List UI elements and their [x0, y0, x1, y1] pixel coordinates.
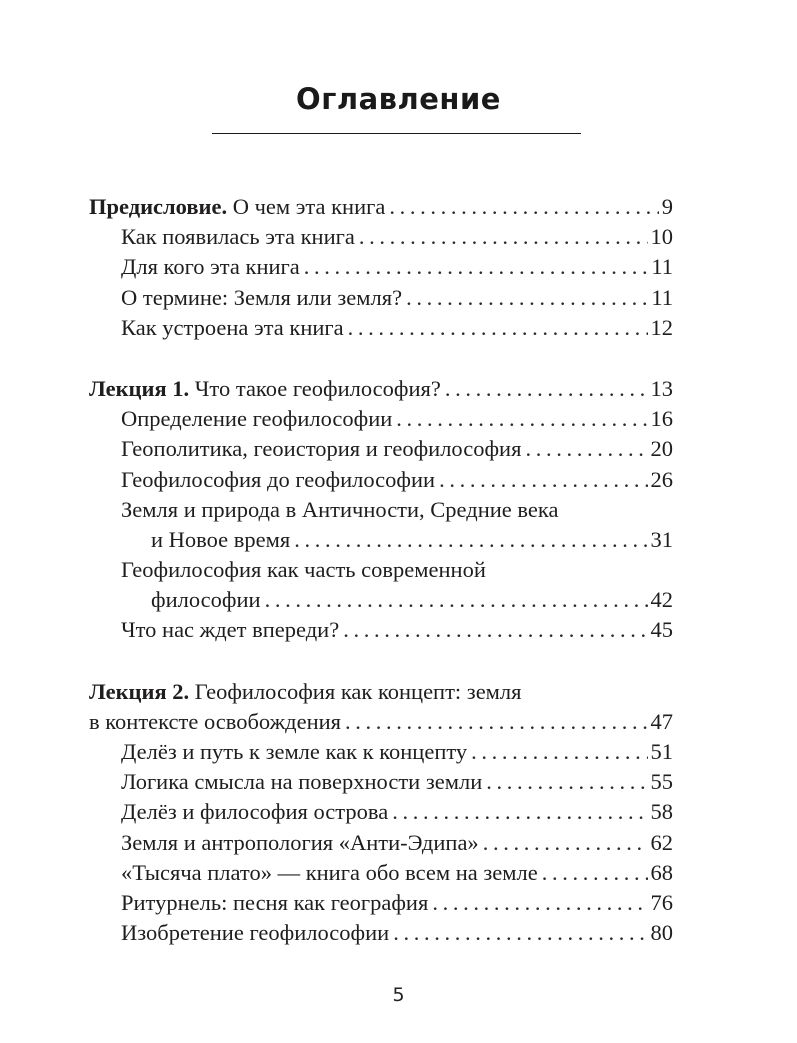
- toc-entry-title-cont: в контексте освобождения: [89, 708, 342, 734]
- toc-entry-line2[interactable]: [89, 585, 673, 615]
- toc-entry-title: Геополитика, геоистория и геофилософия: [121, 436, 522, 462]
- toc-entry-title: «Тысяча плато» — книга обо всем на земле: [121, 859, 538, 885]
- toc-entry-title: Определение геофилософии: [121, 406, 393, 432]
- page-number: 5: [392, 984, 405, 1006]
- table-of-contents: [89, 192, 673, 948]
- toc-page-number: 31: [650, 526, 673, 552]
- toc-entry-title: Земля и природа в Античности, Средние века: [121, 496, 559, 522]
- toc-entry[interactable]: [89, 222, 673, 252]
- toc-entry-title: Для кого эта книга: [121, 254, 300, 280]
- leader-dots: [388, 797, 647, 827]
- toc-entry-title: Как появилась эта книга: [121, 224, 355, 250]
- toc-entry-title-cont: и Новое время: [151, 526, 291, 552]
- toc-entry[interactable]: [89, 737, 673, 767]
- toc-page-number: 80: [650, 920, 673, 946]
- toc-entry-line1[interactable]: [89, 555, 673, 585]
- toc-entry[interactable]: [89, 615, 673, 645]
- toc-entry[interactable]: [89, 283, 673, 313]
- leader-dots: [435, 465, 647, 495]
- leader-dots: [392, 404, 647, 434]
- toc-entry-lecture-2-line2[interactable]: [89, 707, 673, 737]
- leader-dots: [441, 374, 648, 404]
- toc-entry-title: Делёз и философия острова: [121, 799, 389, 825]
- toc-entry[interactable]: [89, 313, 673, 343]
- toc-page-number: 58: [650, 799, 673, 825]
- toc-entry[interactable]: [89, 434, 673, 464]
- toc-page-number: 47: [650, 708, 673, 734]
- toc-page-number: 20: [650, 436, 673, 462]
- toc-page-number: 11: [651, 284, 673, 310]
- toc-page-number: 26: [650, 466, 673, 492]
- leader-dots: [467, 737, 647, 767]
- toc-entry-preface[interactable]: [89, 192, 673, 222]
- toc-page-number: 9: [661, 194, 673, 219]
- leader-dots: [300, 252, 649, 282]
- leader-dots: [389, 918, 647, 948]
- toc-entry[interactable]: [89, 465, 673, 495]
- leader-dots: [261, 585, 648, 615]
- section-gap: [89, 646, 673, 677]
- toc-entry-title: Земля и антропология «Анти-Эдипа»: [121, 829, 479, 855]
- section-gap: [89, 343, 673, 374]
- toc-entry[interactable]: [89, 858, 673, 888]
- title-divider: [212, 133, 581, 134]
- toc-page-number: 16: [650, 406, 673, 432]
- toc-entry-title: О термине: Земля или земля?: [121, 284, 403, 310]
- leader-dots: [355, 222, 648, 252]
- toc-entry[interactable]: [89, 828, 673, 858]
- leader-dots: [385, 192, 658, 222]
- toc-entry-title-cont: философии: [151, 587, 261, 613]
- toc-entry-title: Лекция 1. Что такое геофилософия?: [89, 375, 441, 401]
- toc-entry[interactable]: [89, 918, 673, 948]
- toc-page-number: 12: [650, 314, 673, 340]
- toc-entry-title: Лекция 2. Геофилософия как концепт: земля: [89, 678, 522, 704]
- toc-page-number: 55: [650, 769, 673, 795]
- toc-page-number: 68: [650, 859, 673, 885]
- leader-dots: [479, 828, 648, 858]
- toc-entry[interactable]: [89, 888, 673, 918]
- leader-dots: [344, 313, 648, 343]
- toc-page-number: 76: [650, 889, 673, 915]
- toc-entry-title: Предисловие. О чем эта книга: [89, 194, 386, 219]
- leader-dots: [521, 434, 647, 464]
- toc-entry-title: Как устроена эта книга: [121, 314, 344, 340]
- leader-dots: [290, 525, 647, 555]
- leader-dots: [402, 283, 648, 313]
- toc-entry[interactable]: [89, 767, 673, 797]
- toc-entry-line1[interactable]: [89, 495, 673, 525]
- toc-entry-lecture-1[interactable]: [89, 374, 673, 404]
- toc-page-number: 13: [650, 375, 673, 401]
- toc-page-number: 42: [650, 587, 673, 613]
- toc-page-number: 11: [651, 254, 673, 280]
- toc-page-number: 10: [650, 224, 673, 250]
- leader-dots: [538, 858, 648, 888]
- toc-page-number: 51: [650, 739, 673, 764]
- leader-dots: [482, 767, 647, 797]
- page-title: Оглавление: [296, 82, 501, 116]
- toc-entry-title: Что нас ждет впереди?: [121, 617, 340, 643]
- leader-dots: [339, 615, 647, 645]
- toc-entry-title: Ритурнель: песня как география: [121, 889, 429, 915]
- toc-entry-title: Геофилософия как часть современной: [121, 557, 486, 583]
- toc-entry-title: Делёз и путь к земле как к концепту: [121, 739, 468, 764]
- toc-entry-line2[interactable]: [89, 525, 673, 555]
- toc-entry-title: Изобретение геофилософии: [121, 920, 390, 946]
- toc-entry-title: Логика смысла на поверхности земли: [121, 769, 483, 795]
- toc-entry-title: Геофилософия до геофилософии: [121, 466, 436, 492]
- toc-entry[interactable]: [89, 404, 673, 434]
- leader-dots: [428, 888, 647, 918]
- toc-entry-lecture-2-line1[interactable]: [89, 677, 673, 707]
- toc-entry[interactable]: [89, 797, 673, 827]
- toc-page-number: 45: [650, 617, 673, 643]
- toc-page-number: 62: [650, 829, 673, 855]
- toc-entry[interactable]: [89, 252, 673, 282]
- leader-dots: [341, 707, 647, 737]
